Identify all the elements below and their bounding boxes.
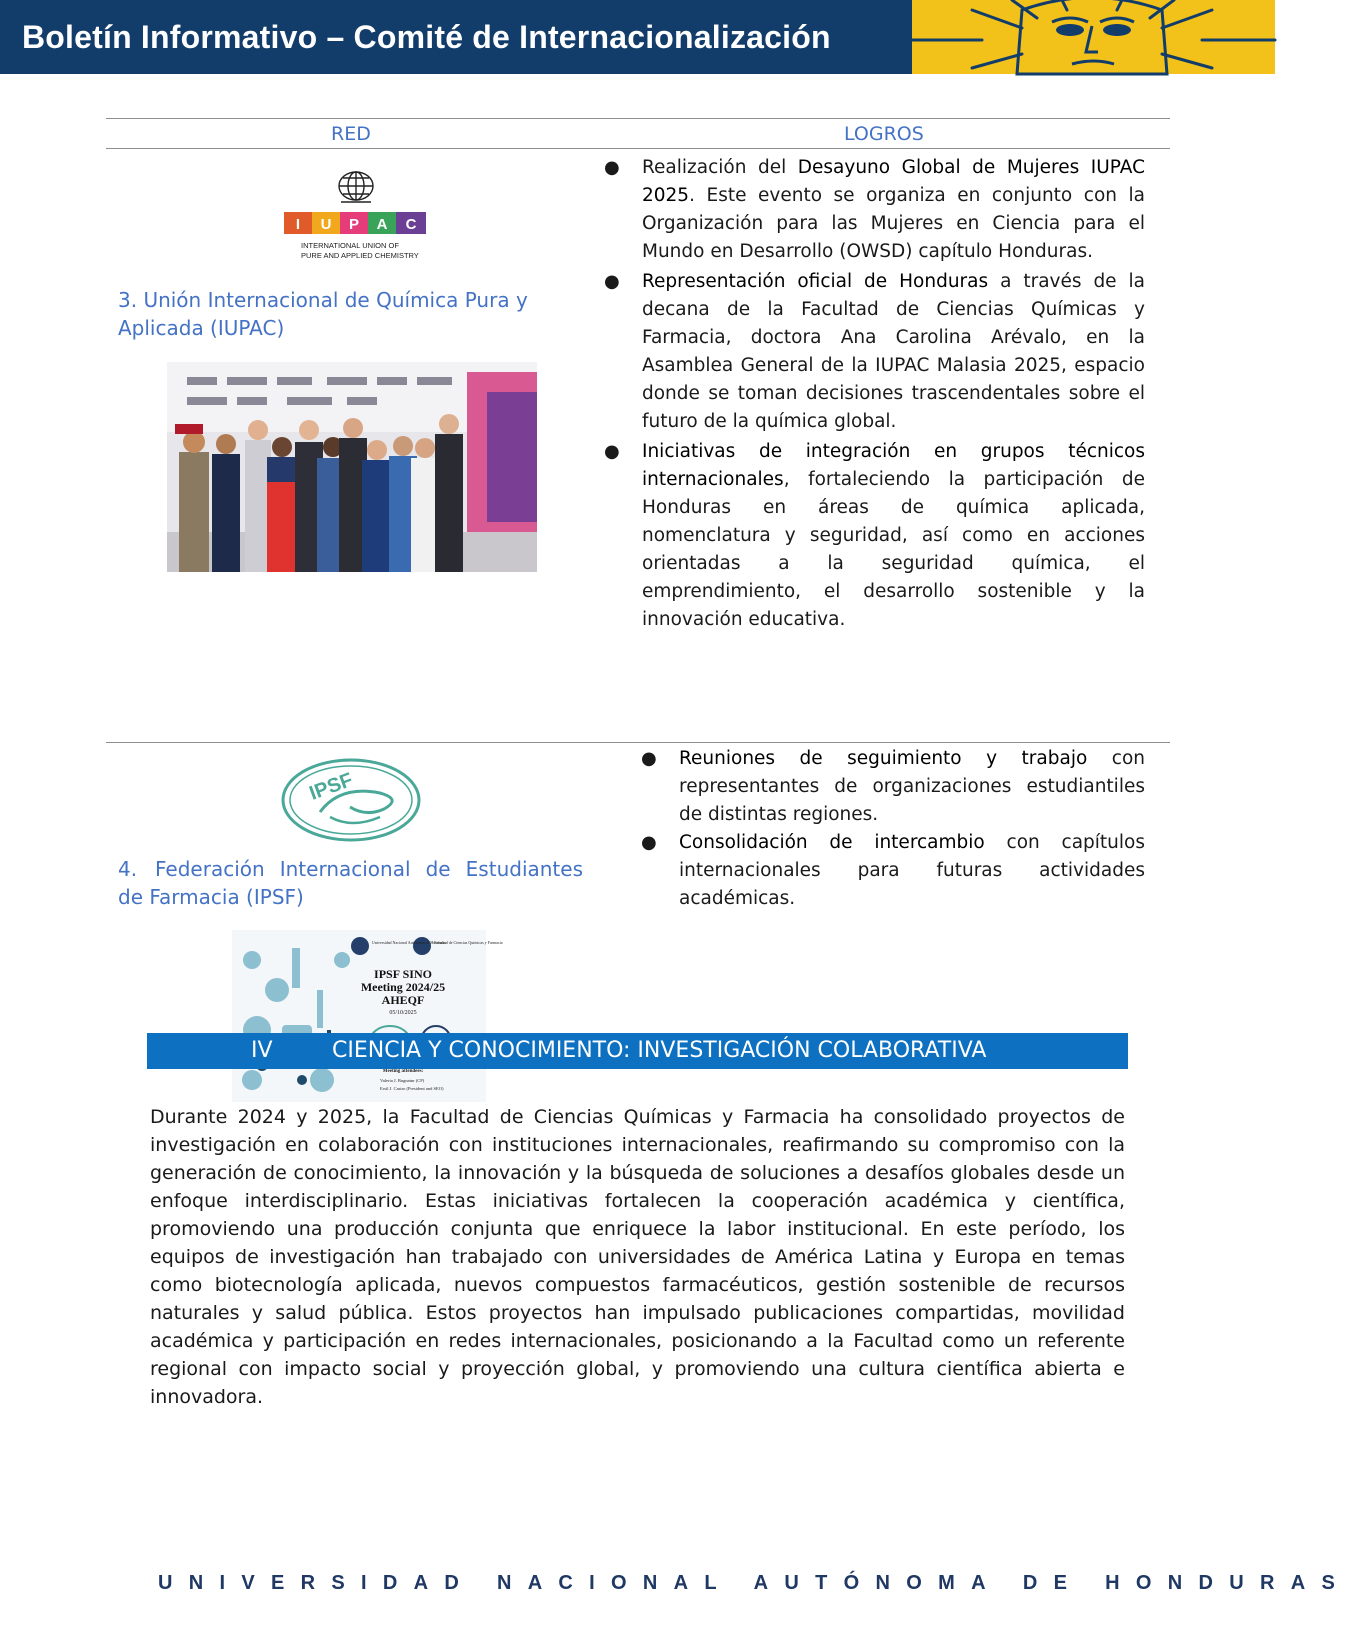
poster-attendee: Ersil J. Castro (President and SEO)	[380, 1086, 444, 1091]
iupac-logo	[281, 166, 431, 266]
column-header-red: RED	[331, 123, 371, 145]
achievement-highlight: Desayuno Global de Mujeres IUPAC 2025	[642, 157, 1145, 206]
sun-face-icon	[912, 0, 1275, 74]
iupac-letter: I	[295, 216, 301, 233]
header-title: Boletín Informativo – Comité de Internacionalización	[22, 18, 831, 55]
network-number: 4.	[118, 857, 138, 881]
footer-university-name: UNIVERSIDAD NACIONAL AUTÓNOMA DE HONDURAS	[158, 1572, 1351, 1594]
bullet-icon: ●	[604, 157, 620, 178]
page-header	[0, 0, 1275, 74]
column-header-logros: LOGROS	[844, 123, 924, 145]
bullet-icon: ●	[641, 832, 657, 853]
poster-title: IPSF SINO	[374, 967, 432, 981]
list-item	[641, 745, 1145, 829]
group-photo-iupac	[167, 362, 537, 572]
poster-title: AHEQF	[381, 993, 425, 1007]
achievement-text: a través de la decana de la Facultad de Ciencias Químicas y Farmacia, doctora Ana Carolina Arévalo, en la Asamblea General de la IUPAC Malasia 2025, espacio donde se toman decisiones trascendentales sobre el futuro de la química global.	[642, 271, 1145, 432]
bullet-icon: ●	[604, 441, 620, 462]
bullet-icon: ●	[641, 748, 657, 769]
section-paragraph: Durante 2024 y 2025, la Facultad de Ciencias Químicas y Farmacia ha consolidado proyectos de investigación en colaboración con instituciones internacionales, reafirmando su compromiso con la generación de conocimiento, la innovación y la búsqueda de soluciones a desafíos globales desde un enfoque interdisciplinario. Estas iniciativas fortalecen la cooperación académica y científica, promoviendo una producción conjunta que enriquece la labor institucional. En este período, los equipos de investigación han trabajado con universidades de América Latina y Europa en temas como biotecnología aplicada, nuevos compuestos farmacéuticos, gestión sostenible de recursos naturales y salud pública. Estos proyectos han impulsado publicaciones compartidas, movilidad académica y participación en redes internacionales, posicionando a la Facultad como un referente regional con impacto social y proyección global, y promoviendo una cultura científica abierta e innovadora.	[150, 1106, 1125, 1408]
header-logo-area	[912, 0, 1275, 74]
section-heading	[147, 1033, 1128, 1069]
poster-org: Universidad Nacional Autónoma de Honduras	[372, 940, 446, 945]
poster-date: 05/10/2025	[389, 1010, 417, 1016]
ipsf-logo-text: IPSF	[306, 768, 356, 805]
ipsf-logo	[280, 757, 422, 843]
achievements-list	[604, 154, 1145, 636]
iupac-letter: A	[376, 216, 388, 233]
iupac-caption: INTERNATIONAL UNION OF	[301, 241, 399, 250]
list-item	[641, 829, 1145, 913]
section-title: CIENCIA Y CONOCIMIENTO: INVESTIGACIÓN COLABORATIVA	[332, 1038, 987, 1063]
iupac-letter: C	[405, 216, 417, 233]
network-name-text: Federación Internacional de Estudiantes de Farmacia (IPSF)	[118, 857, 583, 909]
header-title-bar	[0, 0, 912, 74]
table-row	[106, 148, 1170, 743]
poster-title: Meeting 2024/25	[360, 980, 446, 994]
achievement-highlight: Representación oficial de Honduras	[642, 271, 989, 292]
section-number: IV	[251, 1038, 273, 1063]
achievement-highlight: Consolidación de intercambio	[679, 832, 985, 853]
achievement-text: con representantes de organizaciones estudiantiles de distintas regiones.	[679, 748, 1145, 825]
poster-attendee: Valeria J. Bugnatnr (CP)	[380, 1078, 425, 1083]
iupac-caption: PURE AND APPLIED CHEMISTRY	[301, 251, 419, 260]
network-name: 3. Unión Internacional de Química Pura y Aplicada (IUPAC)	[118, 288, 528, 340]
poster-org: Facultad de Ciencias Químicas y Farmacia	[434, 940, 503, 945]
iupac-letter: U	[320, 216, 332, 233]
table-header-row	[106, 118, 1170, 149]
achievement-text: Realización del	[642, 157, 798, 178]
achievements-list	[641, 745, 1145, 913]
achievement-text: con capítulos internacionales para futuras actividades académicas.	[679, 832, 1145, 909]
poster-attendees-title: Meeting attendees:	[382, 1069, 424, 1074]
achievement-text: , fortaleciendo la participación de Honduras en áreas de química aplicada, nomenclatura y seguridad, así como en acciones orientadas a la seguridad química, el emprendimiento, el desarrollo sostenible y la innovación educativa.	[642, 469, 1145, 630]
bullet-icon: ●	[604, 271, 620, 292]
achievement-text: . Este evento se organiza en conjunto con la Organización para las Mujeres en Ciencia para el Mundo en Desarrollo (OWSD) capítulo Honduras.	[642, 185, 1145, 262]
list-item	[604, 438, 1145, 634]
iupac-letter: P	[348, 216, 360, 233]
achievement-highlight: Iniciativas de integración en grupos técnicos internacionales	[642, 441, 1145, 490]
network-name	[118, 855, 583, 911]
achievement-highlight: Reuniones de seguimiento y trabajo	[679, 748, 1088, 769]
list-item	[604, 268, 1145, 436]
list-item	[604, 154, 1145, 266]
ipsf-meeting-poster	[232, 930, 503, 1102]
